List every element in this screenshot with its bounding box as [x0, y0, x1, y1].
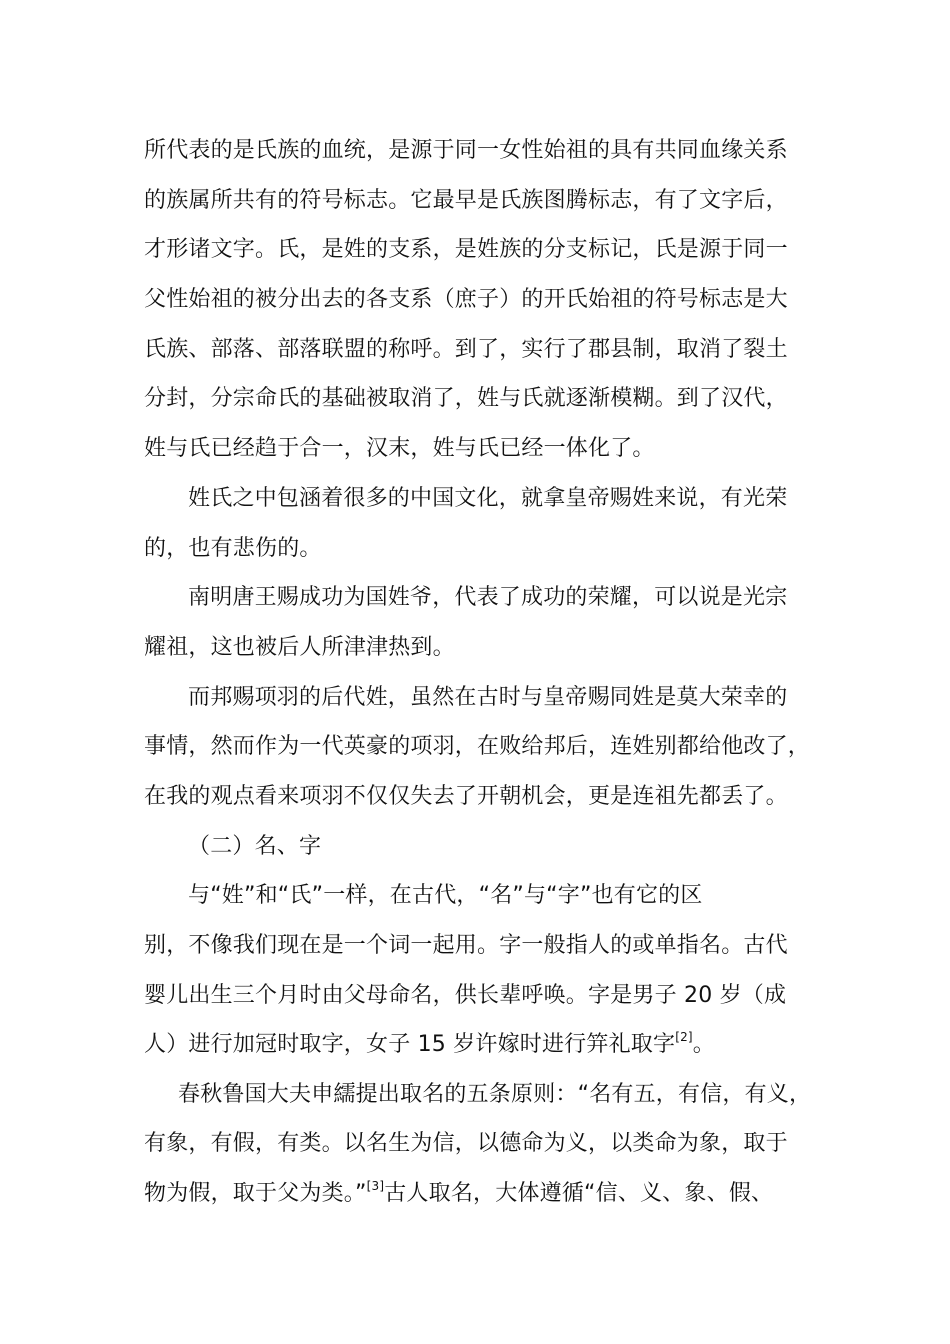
body-line: 有象，有假，有类。以名生为信，以德命为义，以类命为象，取于 [144, 1131, 788, 1156]
body-line: 才形诸文字。氏，是姓的支系，是姓族的分支标记，氏是源于同一 [144, 237, 788, 262]
body-line: 父性始祖的被分出去的各支系（庶子）的开氏始祖的符号标志是大 [144, 287, 788, 312]
paragraph-first-line: 春秋鲁国大夫申繻提出取名的五条原则：“名有五，有信，有义， [178, 1082, 812, 1107]
body-line: 耀祖，这也被后人所津津热到。 [144, 635, 455, 660]
paragraph-first-line: 而邦赐项羽的后代姓，虽然在古时与皇帝赐同姓是莫大荣幸的 [188, 685, 788, 710]
line-tail: 古人取名，大体遵循“信、义、象、假、 [384, 1181, 774, 1206]
body-line: 事情，然而作为一代英豪的项羽，在败给邦后，连姓别都给他改了， [144, 734, 811, 759]
footnote-ref-3: [3] [366, 1178, 385, 1193]
body-line: 所代表的是氏族的血统，是源于同一女性始祖的具有共同血缘关系 [144, 138, 788, 163]
body-line-with-footnote [144, 1031, 715, 1059]
body-line: 的，也有悲伤的。 [144, 536, 322, 561]
line-text: 物为假，取于父为类。” [144, 1181, 367, 1206]
body-line: 在我的观点看来项羽不仅仅失去了开朝机会，更是连祖先都丢了。 [144, 784, 788, 809]
body-line-with-footnote [144, 1180, 773, 1208]
body-line: 分封，分宗命氏的基础被取消了，姓与氏就逐渐模糊。到了汉代， [144, 386, 788, 411]
footnote-ref-2: [2] [675, 1029, 693, 1044]
paragraph-first-line: 南明唐王赐成功为国姓爷，代表了成功的荣耀，可以说是光宗 [188, 585, 788, 610]
body-line: 婴儿出生三个月时由父母命名，供长辈呼唤。字是男子 20 岁（成 [144, 983, 787, 1008]
section-heading: （二）名、字 [188, 834, 322, 859]
body-line: 别，不像我们现在是一个词一起用。字一般指人的或单指名。古代 [144, 933, 788, 958]
body-line: 的族属所共有的符号标志。它最早是氏族图腾标志，有了文字后， [144, 188, 788, 213]
body-line: 姓与氏已经趋于合一，汉末，姓与氏已经一体化了。 [144, 436, 655, 461]
body-line: 氏族、部落、部落联盟的称呼。到了，实行了郡县制，取消了裂土 [144, 337, 788, 362]
paragraph-first-line: 姓氏之中包涵着很多的中国文化，就拿皇帝赐姓来说，有光荣 [188, 486, 788, 511]
line-text: 人）进行加冠时取字，女子 15 岁许嫁时进行笄礼取字 [144, 1032, 676, 1057]
line-tail: 。 [692, 1032, 715, 1057]
paragraph-first-line: 与“姓”和“氏”一样，在古代，“名”与“字”也有它的区 [188, 883, 703, 908]
